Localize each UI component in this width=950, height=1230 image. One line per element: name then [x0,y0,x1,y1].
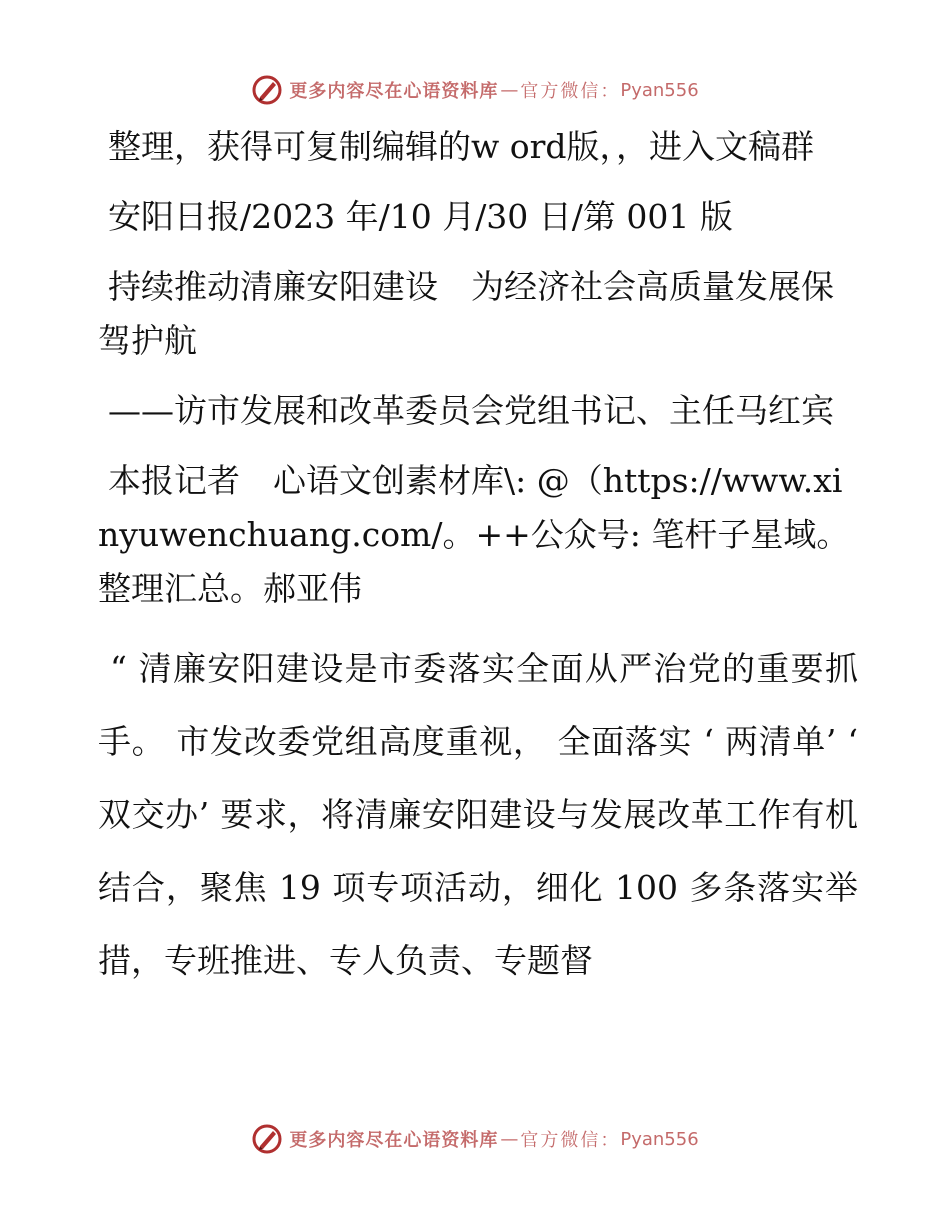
watermark-text: 更多内容尽在心语资料库 [289,81,499,102]
publication-line: 安阳日报/2023 年/10 月/30 日/第 001 版 [108,197,733,236]
watermark-wechat-id: Pyan556 [620,79,699,101]
watermark-wechat-label: 官方微信： [520,81,621,102]
byline: 本报记者 心语文创素材库\: @（https://www.xinyuwenchuang.com/。++公众号: 笔杆子星域。整理汇总。郝亚伟 [98,461,850,608]
article-title: 持续推动清廉安阳建设 为经济社会高质量发展保驾护航 [98,267,834,360]
document-body [98,120,858,1013]
article-subtitle: ——访市发展和改革委员会党组书记、主任马红宾 [108,391,834,430]
watermark-text: 更多内容尽在心语资料库 [289,1130,499,1151]
pen-logo-icon [251,1123,283,1155]
watermark-wechat-id: Pyan556 [620,1128,699,1150]
header-watermark [0,70,950,110]
watermark-dash: — [500,1128,519,1150]
footer-watermark [0,1119,950,1159]
watermark-wechat-label: 官方微信： [520,1130,621,1151]
watermark-dash: — [500,79,519,101]
intro-paragraph: 整理，获得可复制编辑的w ord版，，进入文稿群 [108,127,815,166]
pen-logo-icon [251,74,283,106]
body-paragraph: “ 清廉安阳建设是市委落实全面从严治党的重要抓手。 市发改委党组高度重视， 全面落实 ‘ 两清单’ ‘ 双交办’ 要求，将清廉安阳建设与发展改革工作有机结合，聚焦 19 项专项活动，细化 100 多条落实举措，专班推进、专人负责、专题督 [98,649,858,980]
